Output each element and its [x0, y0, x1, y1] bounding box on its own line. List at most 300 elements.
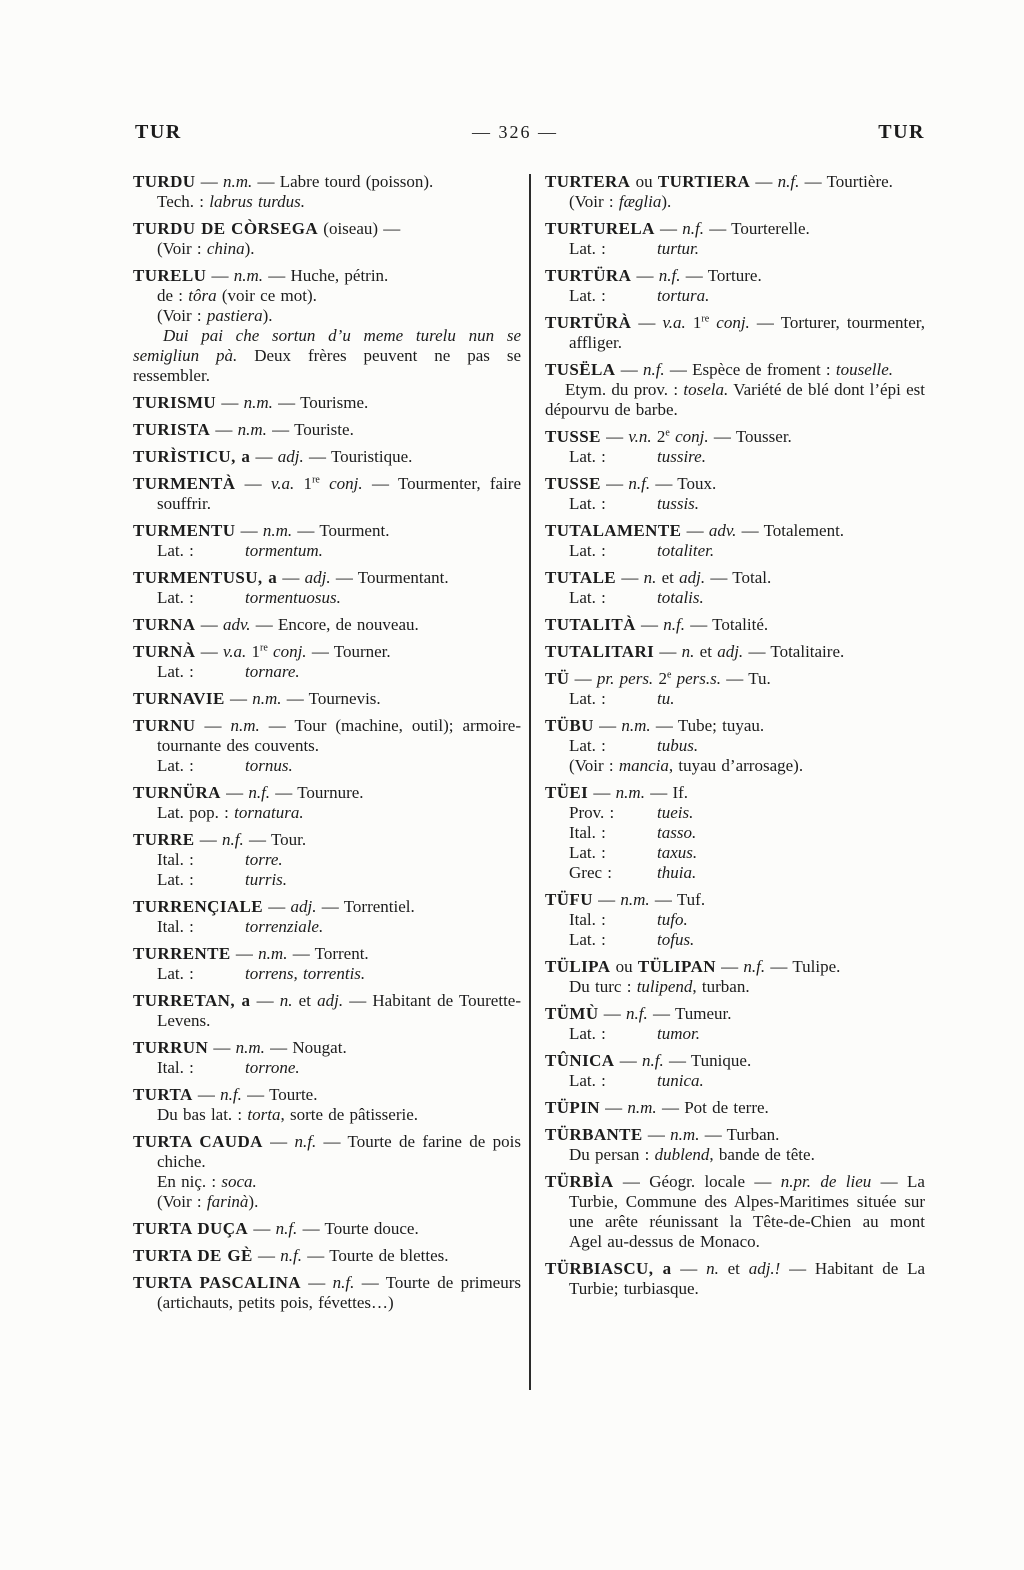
entry-turna: [133, 615, 521, 635]
text-run: — Tousser.: [708, 427, 792, 446]
text-run: conj.: [716, 313, 750, 332]
text-run: —: [192, 1085, 221, 1104]
text-run: tulipend: [636, 977, 693, 996]
text-run: tôra: [188, 286, 217, 305]
headword: TUSSE: [545, 474, 601, 493]
text-run: tormentuosus.: [245, 588, 341, 607]
text-run: — Totalité.: [684, 615, 769, 634]
header-guide-word-left: TUR: [135, 121, 182, 143]
text-run: — Toux.: [650, 474, 717, 493]
text-run: 1: [685, 313, 702, 332]
text-run: ).: [262, 306, 273, 325]
text-run: n.m.: [620, 890, 650, 909]
headword: TURTA DUÇA: [133, 1219, 249, 1238]
entry-tu: [545, 669, 925, 709]
headword: TURISMU: [133, 393, 217, 412]
text-run: thuia.: [657, 863, 697, 882]
headword: TUSËLA: [545, 360, 616, 379]
text-run: —: [592, 890, 621, 909]
entry-etym-line: [545, 380, 925, 420]
headword: TUTALITÀ: [545, 615, 636, 634]
language-label: Lat. :: [569, 689, 606, 708]
page-header: [133, 121, 925, 147]
text-run: — Tourment.: [292, 521, 390, 540]
text-run: dublend: [654, 1145, 710, 1164]
text-run: 2: [651, 427, 666, 446]
entry-lang-line: [133, 541, 521, 561]
page-number: — 326 —: [472, 122, 558, 142]
text-run: adj.: [277, 447, 304, 466]
headword: TÜRBANTE: [545, 1125, 643, 1144]
entry-tu-rbiascu-a: [545, 1259, 925, 1299]
entry-lang-line: [133, 1058, 521, 1078]
headword: TURTA: [133, 1085, 193, 1104]
text-run: pr. pers.: [596, 669, 654, 688]
entry-turrenc-iale: [133, 897, 521, 937]
text-run: n.f.: [682, 219, 704, 238]
entry-turmentu: [133, 521, 521, 561]
text-run: re: [701, 313, 710, 325]
text-run: (Voir :: [569, 756, 619, 775]
text-run: farinà: [206, 1192, 249, 1211]
text-run: —: [616, 568, 644, 587]
headword: TURNÀ: [133, 642, 196, 661]
text-run: —: [195, 615, 223, 634]
text-run: —: [195, 172, 223, 191]
headword: TÜRBIASCU, a: [545, 1259, 672, 1278]
entry-turi-sticu-a: [133, 447, 521, 467]
text-run: adj.!: [748, 1259, 781, 1278]
text-run: et: [694, 642, 718, 661]
text-run: n.f.: [220, 1085, 242, 1104]
entry-turtu-ra: [545, 266, 925, 306]
text-run: tussis.: [657, 494, 700, 513]
entry-turnu: [133, 716, 521, 776]
entry-main-line: [133, 1038, 521, 1058]
entry-lang-line: [545, 736, 925, 756]
entry-lang-line: [133, 870, 521, 890]
text-run: —: [262, 1132, 295, 1151]
text-run: torre.: [245, 850, 283, 869]
text-run: (oiseau) —: [318, 219, 401, 238]
entry-main-line: [133, 783, 521, 803]
entry-main-line: [133, 1219, 521, 1239]
entry-main-line: [133, 521, 521, 541]
text-run: — Tourisme.: [272, 393, 369, 412]
text-run: — Touristique.: [303, 447, 413, 466]
text-run: — Tunique.: [663, 1051, 752, 1070]
headword: TUTALE: [545, 568, 617, 587]
entry-tu-pin: [545, 1098, 925, 1118]
entry-main-line: [133, 1132, 521, 1172]
text-run: v.a.: [662, 313, 686, 332]
entry-note-line: [545, 192, 925, 212]
text-run: n.m.: [237, 420, 267, 439]
text-run: n.f.: [743, 957, 766, 976]
text-run: china: [206, 239, 245, 258]
text-run: n.f.: [275, 1219, 298, 1238]
headword: TURTERA: [545, 172, 631, 191]
column-right: [545, 172, 925, 1306]
entry-lang-line: [133, 964, 521, 984]
text-run: — Touriste.: [266, 420, 354, 439]
entry-main-line: [545, 427, 925, 447]
text-run: 1: [294, 474, 313, 493]
language-label: Lat. :: [569, 1071, 606, 1090]
entry-tu-nica: [545, 1051, 925, 1091]
text-run: [320, 474, 329, 493]
language-label: Lat. :: [569, 494, 606, 513]
headword: TUSSE: [545, 427, 601, 446]
text-run: — Géogr. locale —: [613, 1172, 781, 1191]
text-run: Dui pai che sortun d’u meme turelu nun se semigliun pà.: [133, 326, 521, 365]
entry-main-line: [133, 944, 521, 964]
text-run: n.f.: [626, 1004, 648, 1023]
text-run: —: [195, 642, 223, 661]
text-run: taxus.: [657, 843, 698, 862]
entry-lang-line: [545, 863, 925, 883]
entry-lang-line: [133, 756, 521, 776]
entry-note-line: [545, 756, 925, 776]
text-run: —: [195, 716, 231, 735]
text-run: n.f.: [641, 1051, 664, 1070]
text-run: tormentum.: [245, 541, 323, 560]
text-run: Variété de blé dont l’épi est dépourvu de barbe.: [545, 380, 925, 419]
headword: TURISTA: [133, 420, 211, 439]
entry-main-line: [545, 266, 925, 286]
entry-lang-line: [545, 930, 925, 950]
entry-main-line: [545, 669, 925, 689]
text-run: , turban.: [692, 977, 750, 996]
text-run: — Turban.: [699, 1125, 780, 1144]
text-run: — Tumeur.: [647, 1004, 732, 1023]
text-run: tunica.: [657, 1071, 704, 1090]
text-run: —: [208, 1038, 236, 1057]
headword: TUTALAMENTE: [545, 521, 682, 540]
text-run: — Torrent.: [287, 944, 369, 963]
text-run: — Totalement.: [736, 521, 845, 540]
text-run: —: [631, 266, 659, 285]
text-run: tornare.: [245, 662, 300, 681]
entry-main-line: [545, 890, 925, 910]
text-run: — Nougat.: [264, 1038, 347, 1057]
text-run: — Tourmentant.: [330, 568, 449, 587]
entry-main-line: [545, 1125, 925, 1145]
text-run: (Voir :: [157, 1192, 207, 1211]
entry-turretan-a: [133, 991, 521, 1031]
text-run: ou: [610, 957, 638, 976]
text-run: —: [210, 420, 238, 439]
text-run: v.a.: [270, 474, 295, 493]
entry-main-line: [133, 393, 521, 413]
text-run: Du persan :: [569, 1145, 655, 1164]
entry-turta: [133, 1085, 521, 1125]
headword: TURMENTÀ: [133, 474, 236, 493]
text-run: —: [277, 568, 305, 587]
text-run: tofus.: [657, 930, 695, 949]
entry-turtu-ra: [545, 313, 925, 353]
entry-lang-line: [545, 823, 925, 843]
column-divider-rule: [529, 174, 531, 1390]
entry-main-line: [545, 1004, 925, 1024]
text-run: Tech. :: [157, 192, 210, 211]
text-run: —: [235, 521, 263, 540]
entry-main-line: [133, 642, 521, 662]
text-run: fæglia: [618, 192, 662, 211]
text-run: n.m.: [621, 716, 651, 735]
text-run: e: [666, 669, 672, 681]
language-label: Lat. :: [569, 930, 606, 949]
entry-tu-rbante: [545, 1125, 925, 1165]
text-run: n.m.: [222, 172, 253, 191]
text-run: —: [194, 830, 223, 849]
text-run: — Torturer, tourmenter, affliger.: [569, 313, 925, 352]
entry-main-line: [133, 689, 521, 709]
text-run: — Tourte de blettes.: [302, 1246, 449, 1265]
headword: TURMENTUSU, a: [133, 568, 278, 587]
text-run: —: [235, 474, 271, 493]
language-label: Ital. :: [157, 1058, 194, 1077]
language-label: Lat. :: [569, 1024, 606, 1043]
text-run: —: [230, 944, 259, 963]
text-run: e: [665, 427, 670, 439]
text-run: TURTIERA: [657, 172, 751, 191]
entry-turtera: [545, 172, 925, 212]
entry-lang-line: [545, 689, 925, 709]
text-run: (Voir :: [157, 239, 207, 258]
language-label: Lat. :: [157, 588, 194, 607]
headword: TURTA DE GÈ: [133, 1246, 253, 1265]
headword: TURTÜRA: [545, 266, 632, 285]
text-run: tueis.: [657, 803, 694, 822]
text-run: — If.: [644, 783, 689, 802]
headword: TURRETAN, a: [133, 991, 251, 1010]
headword: TURTURELA: [545, 219, 655, 238]
text-run: mancia: [618, 756, 669, 775]
text-run: ou: [630, 172, 658, 191]
language-label: Prov. :: [569, 803, 615, 822]
entry-note-line: [133, 306, 521, 326]
text-run: n.: [681, 642, 695, 661]
entry-lang-line: [545, 803, 925, 823]
entry-note-line: [133, 1192, 521, 1212]
headword: TURRE: [133, 830, 195, 849]
headword: TURRENÇIALE: [133, 897, 264, 916]
language-label: Lat. :: [569, 541, 606, 560]
text-run: adv.: [222, 615, 251, 634]
entry-main-line: [545, 1259, 925, 1299]
language-label: Lat. :: [157, 541, 194, 560]
entry-main-line: [133, 830, 521, 850]
text-run: et: [656, 568, 680, 587]
entry-main-line: [545, 642, 925, 662]
text-run: —: [220, 783, 249, 802]
headword: TÜ: [545, 669, 570, 688]
text-run: tussire.: [657, 447, 706, 466]
language-label: Lat. :: [157, 662, 194, 681]
headword: TURNU: [133, 716, 196, 735]
text-run: n.m.: [670, 1125, 700, 1144]
text-run: tufo.: [657, 910, 688, 929]
entry-lang-line: [545, 447, 925, 467]
entry-turta-duc-a: [133, 1219, 521, 1239]
text-run: — Tournevis.: [281, 689, 381, 708]
text-run: 1: [246, 642, 260, 661]
language-label: Lat. :: [569, 447, 606, 466]
entry-tu-fu: [545, 890, 925, 950]
text-run: n.f.: [628, 474, 651, 493]
text-run: totalis.: [657, 588, 704, 607]
entry-tu-mu: [545, 1004, 925, 1044]
entry-note-line: [133, 239, 521, 259]
language-label: Lat. :: [157, 870, 194, 889]
entry-main-line: [133, 172, 521, 192]
text-run: — Labre tourd (poisson).: [252, 172, 434, 191]
text-run: — Torture.: [680, 266, 762, 285]
entry-turrun: [133, 1038, 521, 1078]
text-run: — Huche, pétrin.: [263, 266, 389, 285]
text-run: — Tuf.: [649, 890, 706, 909]
text-run: conj.: [273, 642, 307, 661]
headword: TURRENTE: [133, 944, 231, 963]
text-run: pastiera: [206, 306, 263, 325]
text-run: — Tube; tuyau.: [650, 716, 765, 735]
text-run: — Tourner.: [306, 642, 391, 661]
entry-note-line: [133, 803, 521, 823]
entry-tuse-la: [545, 360, 925, 420]
text-run: —: [750, 172, 778, 191]
text-run: et: [292, 991, 318, 1010]
entry-tu-lipa: [545, 957, 925, 997]
text-run: tu.: [657, 689, 675, 708]
entry-main-line: [545, 1098, 925, 1118]
text-run: ).: [661, 192, 672, 211]
text-run: —: [250, 447, 278, 466]
entry-main-line: [133, 1085, 521, 1105]
text-run: torrens, torrentis.: [245, 964, 366, 983]
entry-lang-line: [545, 843, 925, 863]
entry-turta-pascalina: [133, 1273, 521, 1313]
text-run: — Tourmenter, faire souffrir.: [157, 474, 522, 513]
entry-lang-line: [545, 286, 925, 306]
text-run: —: [248, 1219, 276, 1238]
text-run: — Tourtière.: [799, 172, 893, 191]
text-run: n.m.: [615, 783, 645, 802]
text-run: adv.: [708, 521, 737, 540]
text-run: — Torrentiel.: [316, 897, 415, 916]
text-run: —: [715, 957, 744, 976]
headword: TÜMÙ: [545, 1004, 599, 1023]
text-run: —: [654, 219, 683, 238]
text-run: ).: [244, 239, 255, 258]
text-run: —: [654, 642, 682, 661]
entry-tutalamente: [545, 521, 925, 561]
entry-tusse: [545, 474, 925, 514]
entry-main-line: [133, 716, 521, 756]
text-run: re: [260, 642, 268, 654]
entry-turturela: [545, 219, 925, 259]
entry-turdu: [133, 172, 521, 212]
entry-main-line: [133, 420, 521, 440]
text-run: adj.: [304, 568, 331, 587]
text-run: —: [642, 1125, 671, 1144]
text-run: adj.: [290, 897, 317, 916]
text-run: tornatura.: [234, 803, 304, 822]
entry-main-line: [545, 521, 925, 541]
text-run: —: [598, 1004, 627, 1023]
entry-main-line: [545, 474, 925, 494]
text-run: —: [600, 427, 629, 446]
entry-note-line: [133, 1105, 521, 1125]
text-run: turtur.: [657, 239, 700, 258]
language-label: Lat. :: [157, 964, 194, 983]
text-run: Du turc :: [569, 977, 637, 996]
entry-turelu: [133, 266, 521, 386]
text-run: n.m.: [243, 393, 273, 412]
text-run: Deux frères peuvent ne pas se ressembler.: [133, 346, 521, 385]
entry-lang-line: [133, 850, 521, 870]
text-run: torta: [247, 1105, 281, 1124]
language-label: Lat. :: [569, 239, 606, 258]
headword: TÛNICA: [545, 1051, 615, 1070]
entry-lang-line: [545, 1024, 925, 1044]
headword: TURÌSTICU, a: [133, 447, 251, 466]
text-run: n.m.: [233, 266, 264, 285]
text-run: turris.: [245, 870, 288, 889]
entry-note-line: [133, 1172, 521, 1192]
language-label: Ital. :: [569, 910, 606, 929]
text-run: — Habitant de La Turbie; turbiasque.: [569, 1259, 926, 1298]
text-run: —: [593, 716, 622, 735]
text-run: touselle.: [835, 360, 894, 379]
text-run: soca.: [221, 1172, 257, 1191]
text-run: n.f.: [777, 172, 800, 191]
language-label: Lat. :: [569, 843, 606, 862]
text-run: n.m.: [627, 1098, 657, 1117]
text-run: En niç. :: [157, 1172, 222, 1191]
entry-tutalitari: [545, 642, 925, 662]
text-run: , tuyau d’arrosage).: [668, 756, 804, 775]
text-run: n.: [279, 991, 293, 1010]
text-run: — Habitant de Tourette-Levens.: [157, 991, 522, 1030]
text-run: adj.: [679, 568, 706, 587]
language-label: Ital. :: [157, 917, 194, 936]
entry-main-line: [133, 991, 521, 1031]
text-run: ).: [248, 1192, 259, 1211]
entry-note-line: [545, 977, 925, 997]
entry-tu-rbi-a: [545, 1172, 925, 1252]
headword: TÜPIN: [545, 1098, 600, 1117]
headword: TURDU: [133, 172, 196, 191]
text-run: —: [635, 615, 664, 634]
text-run: — Tulipe.: [765, 957, 841, 976]
headword: TURTÜRÀ: [545, 313, 632, 332]
entry-main-line: [545, 313, 925, 353]
text-run: n.f.: [663, 615, 685, 634]
text-run: torrone.: [245, 1058, 300, 1077]
text-run: —: [263, 897, 291, 916]
language-label: Ital. :: [157, 850, 194, 869]
text-run: —: [681, 521, 709, 540]
text-run: —: [224, 689, 253, 708]
text-run: conj.: [329, 474, 363, 493]
text-run: —: [615, 360, 643, 379]
entry-main-line: [133, 474, 521, 514]
entry-main-line: [133, 266, 521, 286]
text-run: n.m.: [230, 716, 260, 735]
entry-turismu: [133, 393, 521, 413]
text-run: n.: [643, 568, 657, 587]
